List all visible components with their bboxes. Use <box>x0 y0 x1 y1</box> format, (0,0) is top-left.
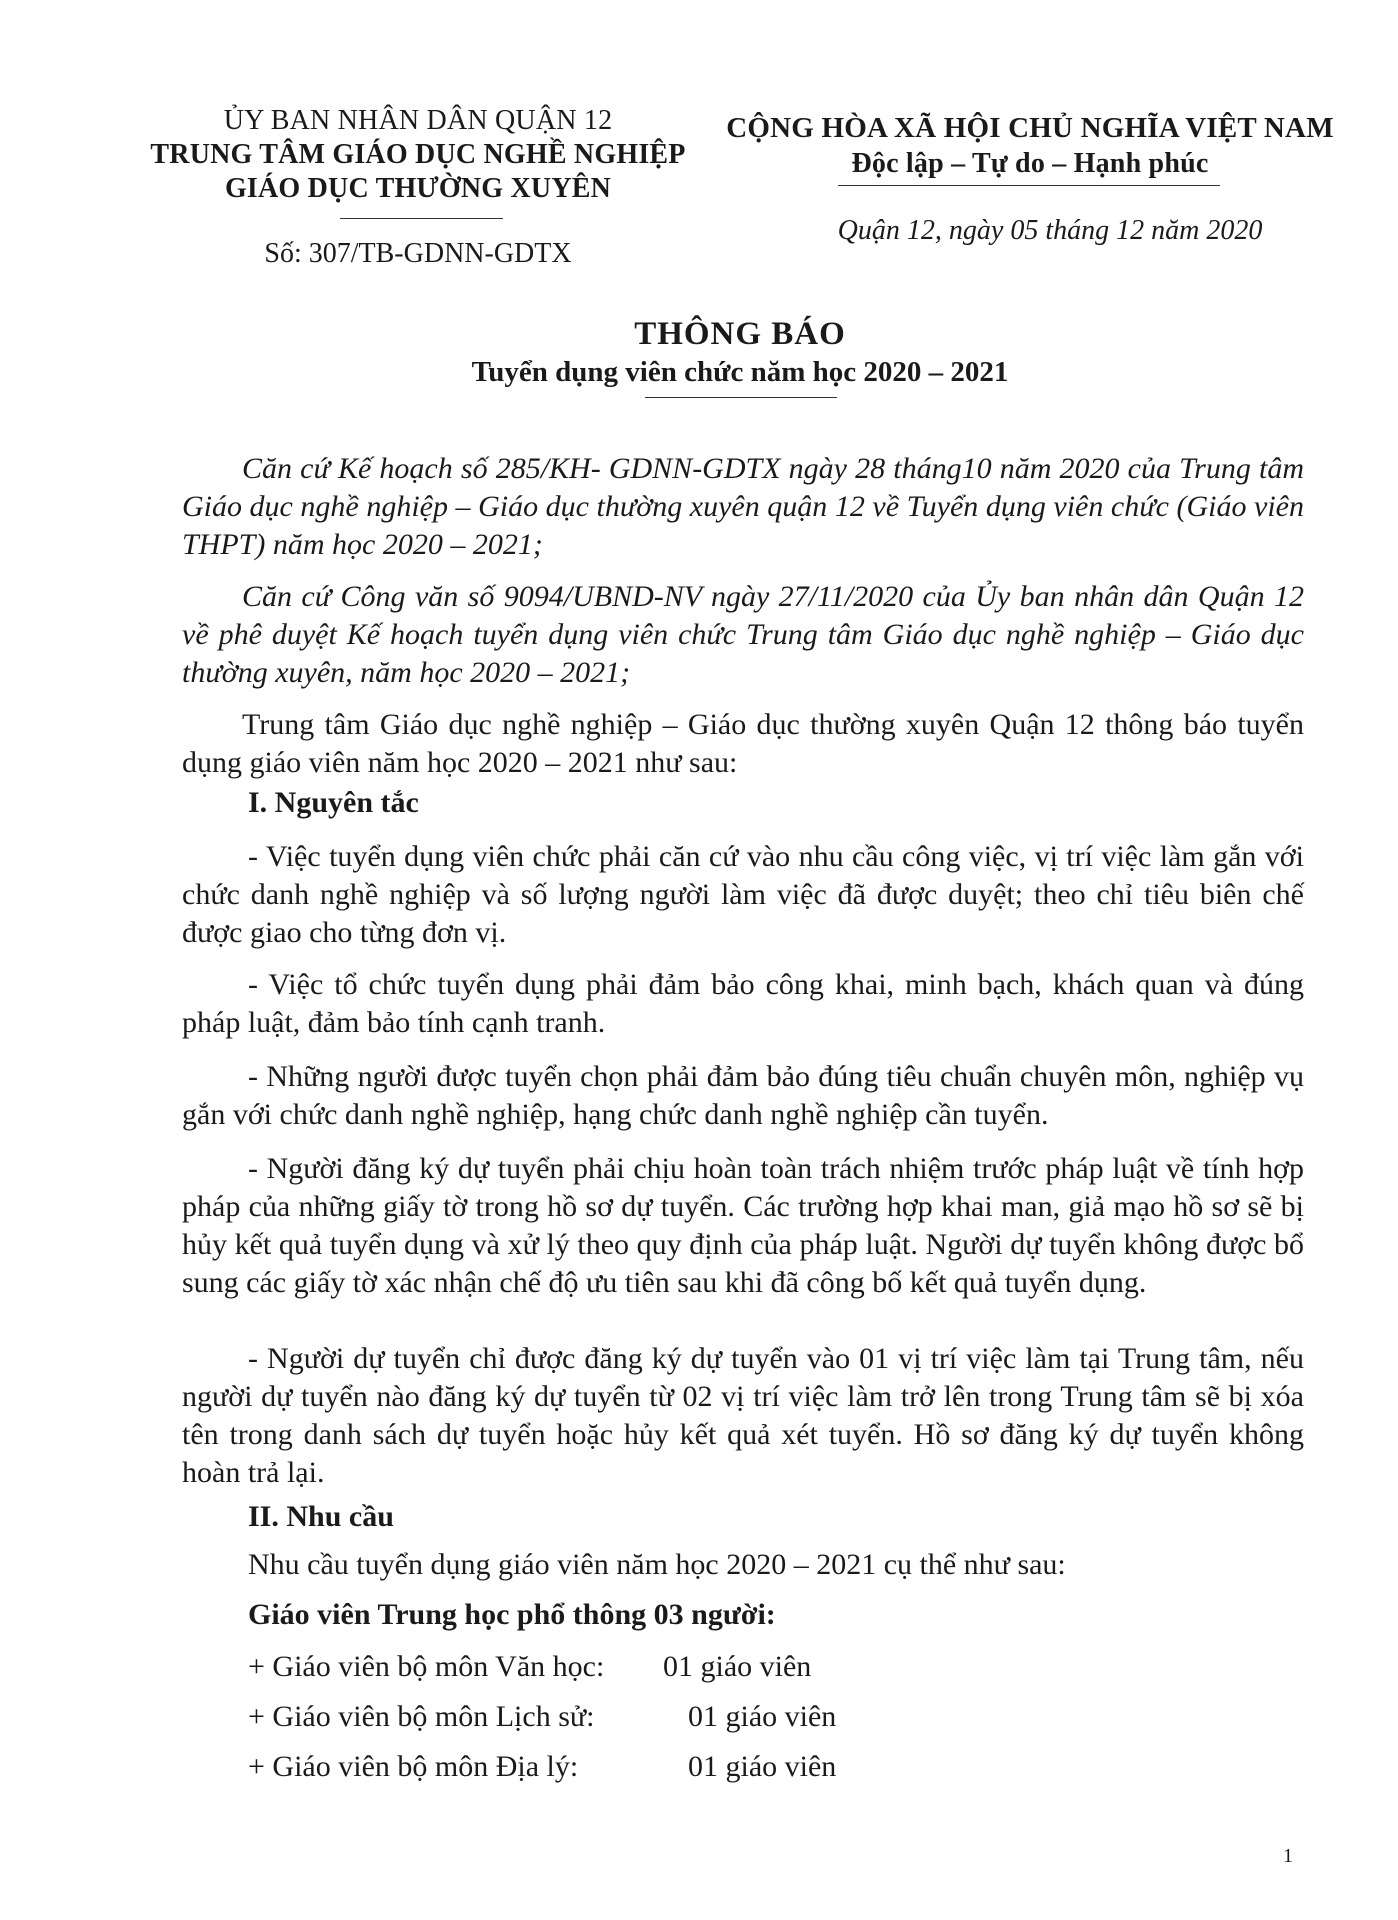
issuing-organization-sub: GIÁO DỤC THƯỜNG XUYÊN <box>224 173 612 204</box>
page-number: 1 <box>1283 1845 1293 1867</box>
basis-paragraph-2: Căn cứ Công văn số 9094/UBND-NV ngày 27/11/2020 của Ủy ban nhân dân Quận 12 về phê duyệt Kế hoạch tuyển dụng viên chức Trung tâm Giáo dục nghề nghiệp – Giáo dục thường xuyên, năm học 2020 – 2021; <box>182 580 1304 689</box>
national-motto: Độc lập – Tự do – Hạnh phúc <box>851 148 1209 179</box>
title-rule <box>645 397 837 398</box>
principle-item-1: - Việc tuyển dụng viên chức phải căn cứ vào nhu cầu công việc, vị trí việc làm gắn với chức danh nghề nghiệp và số lượng người làm việc đã được duyệt; theo chỉ tiêu biên chế được giao cho từng đơn vị. <box>182 840 1304 949</box>
intro-paragraph: Trung tâm Giáo dục nghề nghiệp – Giáo dục thường xuyên Quận 12 thông báo tuyển dụng giáo viên năm học 2020 – 2021 như sau: <box>182 708 1304 779</box>
document-title: THÔNG BÁO <box>634 316 846 352</box>
needs-intro: Nhu cầu tuyển dụng giáo viên năm học 2020 – 2021 cụ thể như sau: <box>248 1548 1066 1581</box>
needs-row-count: 01 giáo viên <box>663 1650 812 1683</box>
principle-item-4: - Người đăng ký dự tuyển phải chịu hoàn toàn trách nhiệm trước pháp luật về tính hợp pháp của những giấy tờ trong hồ sơ dự tuyển. Các trường hợp khai man, giả mạo hồ sơ sẽ bị hủy kết quả tuyển dụng và xử lý theo quy định của pháp luật. Người dự tuyển không được bổ sung các giấy tờ xác nhận chế độ ưu tiên sau khi đã công bố kết quả tuyển dụng. <box>182 1152 1304 1299</box>
principle-item-2: - Việc tổ chức tuyển dụng phải đảm bảo công khai, minh bạch, khách quan và đúng pháp luật, đảm bảo tính cạnh tranh. <box>182 968 1304 1039</box>
section-2-heading: II. Nhu cầu <box>248 1500 394 1533</box>
basis-paragraph-1: Căn cứ Kế hoạch số 285/KH- GDNN-GDTX ngày 28 tháng10 năm 2020 của Trung tâm Giáo dục nghề nghiệp – Giáo dục thường xuyên quận 12 về Tuyển dụng viên chức (Giáo viên THPT) năm học 2020 – 2021; <box>182 452 1304 561</box>
principle-item-5: - Người dự tuyển chỉ được đăng ký dự tuyển vào 01 vị trí việc làm tại Trung tâm, nếu người dự tuyển nào đăng ký dự tuyển từ 02 vị trí việc làm trở lên trong Trung tâm sẽ bị xóa tên trong danh sách dự tuyển hoặc hủy kết quả xét tuyển. Hồ sơ đăng ký dự tuyển không hoàn trả lại. <box>182 1342 1304 1489</box>
needs-row <box>248 1650 948 1690</box>
right-header-rule <box>838 185 1220 186</box>
document-number: Số: 307/TB-GDNN-GDTX <box>264 238 572 269</box>
needs-row <box>248 1750 948 1790</box>
needs-row-count: 01 giáo viên <box>688 1750 837 1783</box>
national-title: CỘNG HÒA XÃ HỘI CHỦ NGHĨA VIỆT NAM <box>726 112 1334 144</box>
needs-row-subject: + Giáo viên bộ môn Địa lý: <box>248 1750 579 1783</box>
needs-row-subject: + Giáo viên bộ môn Văn học: <box>248 1650 605 1683</box>
document-subtitle: Tuyển dụng viên chức năm học 2020 – 2021 <box>471 356 1009 388</box>
needs-row <box>248 1700 948 1740</box>
issuing-authority: ỦY BAN NHÂN DÂN QUẬN 12 <box>223 105 613 136</box>
section-1-heading: I. Nguyên tắc <box>248 786 419 819</box>
left-header-rule <box>340 218 503 219</box>
needs-row-count: 01 giáo viên <box>688 1700 837 1733</box>
issuing-organization: TRUNG TÂM GIÁO DỤC NGHỀ NGHIỆP <box>150 139 686 170</box>
place-and-date: Quận 12, ngày 05 tháng 12 năm 2020 <box>837 215 1263 246</box>
principle-item-3: - Những người được tuyển chọn phải đảm bảo đúng tiêu chuẩn chuyên môn, nghiệp vụ gắn với chức danh nghề nghiệp, hạng chức danh nghề nghiệp cần tuyển. <box>182 1060 1304 1131</box>
needs-group-heading: Giáo viên Trung học phổ thông 03 người: <box>248 1598 776 1631</box>
needs-row-subject: + Giáo viên bộ môn Lịch sử: <box>248 1700 595 1733</box>
